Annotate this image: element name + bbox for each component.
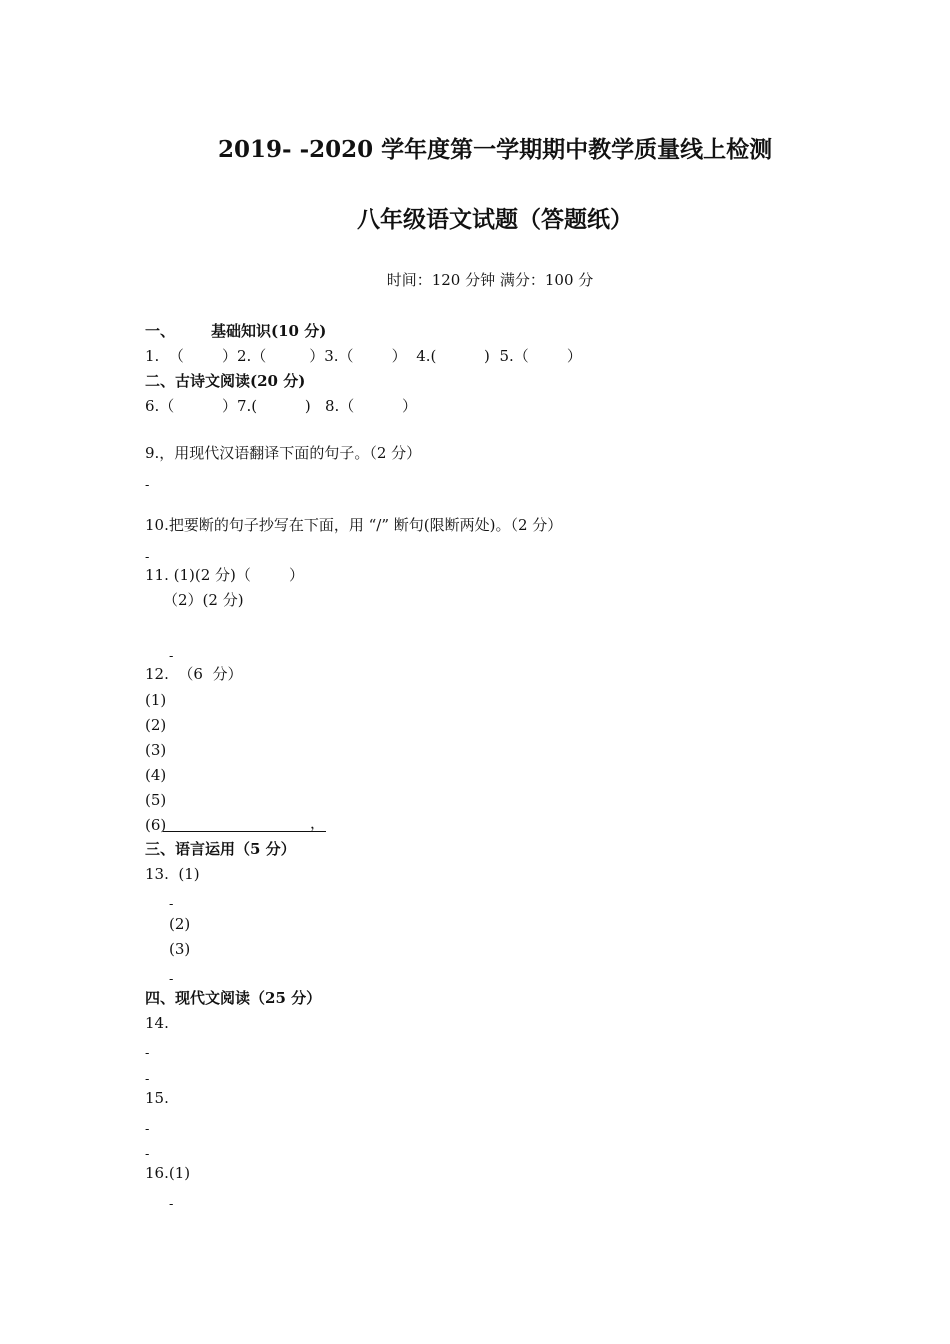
section3-title: 三、语言运用（5 分）	[145, 840, 296, 858]
answer-q15: 15.	[145, 1089, 169, 1107]
dash-mark: -	[169, 972, 174, 987]
answer-q1-5: 1. （ ）2.（ ）3.（ ） 4.( ) 5.（ ）	[145, 347, 582, 365]
answer-q13-1: 13. (1)	[145, 865, 200, 883]
section1-title: 基础知识(10 分)	[211, 322, 327, 340]
dash-mark: -	[145, 1046, 150, 1061]
answer-q13-3: (3)	[169, 940, 191, 958]
answer-q16-1: 16.(1)	[145, 1164, 191, 1182]
exam-title-line1: 2019- -2020 学年度第一学期期中教学质量线上检测	[218, 136, 773, 163]
answer-blank-line	[163, 831, 326, 832]
answer-q11-1: 11. (1)(2 分)（ ）	[145, 566, 305, 584]
dash-mark: -	[169, 897, 174, 912]
dash-mark: -	[145, 1072, 150, 1087]
answer-q12-part3: (3)	[145, 741, 167, 759]
answer-q10: 10.把要断的句子抄写在下面，用 “/” 断句(限断两处)。（2 分）	[145, 516, 563, 534]
answer-q9: 9.，用现代汉语翻译下面的句子。（2 分）	[145, 444, 422, 462]
answer-q12: 12. （6 分）	[145, 665, 243, 683]
answer-q14: 14.	[145, 1014, 169, 1032]
dash-mark: -	[145, 478, 150, 493]
dash-mark: -	[169, 1197, 174, 1212]
dash-mark: -	[145, 1147, 150, 1162]
section1-number: 一、	[145, 322, 176, 340]
dash-mark: -	[169, 649, 174, 664]
answer-q12-part1: (1)	[145, 691, 167, 709]
answer-q12-part6: (6)	[145, 816, 167, 834]
time-score-info: 时间：120 分钟 满分：100 分	[386, 271, 594, 289]
answer-q13-2: (2)	[169, 915, 191, 933]
answer-q12-comma: ，	[310, 814, 326, 832]
answer-q12-part4: (4)	[145, 766, 167, 784]
answer-q12-part5: (5)	[145, 791, 167, 809]
section4-title: 四、现代文阅读（25 分）	[145, 989, 322, 1007]
answer-q11-2: （2）(2 分)	[163, 591, 244, 609]
dash-mark: -	[145, 1122, 150, 1137]
section2-title: 二、古诗文阅读(20 分)	[145, 372, 306, 390]
dash-mark: -	[145, 550, 150, 565]
answer-q6-8: 6.（ ）7.( ) 8.（ ）	[145, 397, 417, 415]
exam-title-line2: 八年级语文试题（答题纸）	[357, 206, 633, 233]
answer-q12-part2: (2)	[145, 716, 167, 734]
